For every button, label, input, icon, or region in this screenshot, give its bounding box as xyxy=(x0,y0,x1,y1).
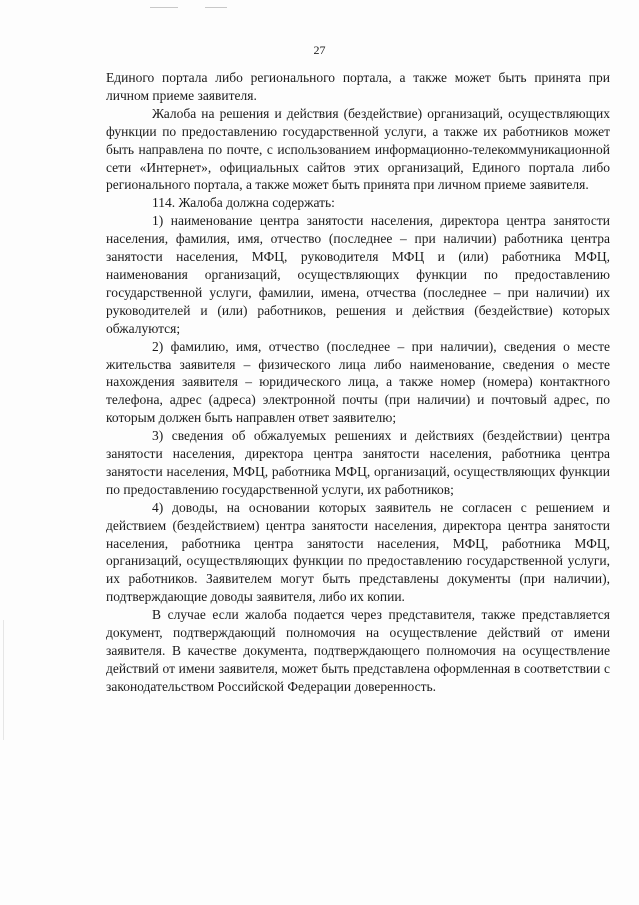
scan-artifact xyxy=(205,7,227,8)
paragraph-complaint-organizations: Жалоба на решения и действия (бездействие) организаций, осуществляющих функции по предоставлению государственной услуги, а также их работников может быть направлена по почте, с использованием информационно-телекоммуникационной сети «Интернет», официальных сайтов этих организаций, Единого портала либо регионального портала, а также может быть принята при личном приеме заявителя. xyxy=(106,105,610,193)
paragraph-item-114-heading: 114. Жалоба должна содержать: xyxy=(152,195,335,211)
paragraph-item-2: 2) фамилию, имя, отчество (последнее – при наличии), сведения о месте жительства заявителя – физического лица либо наименование, сведения о месте нахождения заявителя – юридического лица, а также номер (номера) контактного телефона, адрес (адреса) электронной почты (при наличии) и почтовый адрес, по которым должен быть направлен ответ заявителю; xyxy=(106,338,610,426)
scan-artifact xyxy=(3,620,4,740)
document-body xyxy=(106,69,610,696)
scan-artifact xyxy=(150,7,178,8)
paragraph-item-4: 4) доводы, на основании которых заявитель не согласен с решением и действием (бездействием) центра занятости населения, директора центра занятости населения, работника центра занятости населения, МФЦ, работника МФЦ, организаций, осуществляющих функции по предоставлению государственной услуги, их работников. Заявителем могут быть представлены документы (при наличии), подтверждающие доводы заявителя, либо их копии. xyxy=(106,499,610,605)
paragraph-item-1: 1) наименование центра занятости населения, директора центра занятости населения, фамилия, имя, отчество (последнее – при наличии) работника центра занятости населения, МФЦ, руководителя МФЦ и (или) работника МФЦ, наименования организаций, осуществляющих функции по предоставлению государственной услуги, фамилии, имена, отчества (последнее – при наличии) их руководителей и (или) работников, решения и действия (бездействие) которых обжалуются; xyxy=(106,213,610,336)
paragraph-representative: В случае если жалоба подается через представителя, также представляется документ, подтверждающий полномочия на осуществление действий от имени заявителя. В качестве документа, подтверждающего полномочия на осуществление действий от имени заявителя, может быть представлена оформленная в соответствии с законодательством Российской Федерации доверенность. xyxy=(106,607,610,694)
page-number: 27 xyxy=(313,43,326,57)
paragraph-item-3: 3) сведения об обжалуемых решениях и действиях (бездействии) центра занятости населения, директора центра занятости населения, работника центра занятости населения, МФЦ, работника МФЦ, организаций, осуществляющих функции по предоставлению государственной услуги, их работников; xyxy=(106,428,610,497)
paragraph-continuation: Единого портала либо регионального портала, а также может быть принята при личном приеме заявителя. xyxy=(106,70,610,103)
